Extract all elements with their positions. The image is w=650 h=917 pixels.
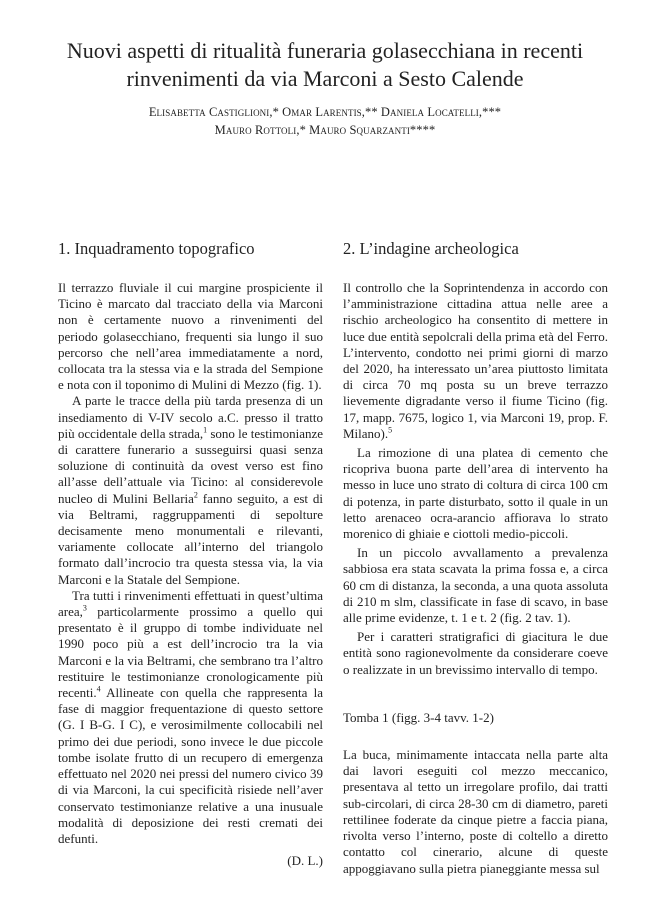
authors-line-1: Elisabetta Castiglioni,* Omar Larentis,** Daniela Locatelli,*** — [148, 105, 502, 119]
title-line-1: Nuovi aspetti di ritualità funeraria golasecchiana in recenti — [66, 38, 584, 63]
paragraph — [58, 393, 323, 587]
tomba-1-subheading: Tomba 1 (figg. 3-4 tavv. 1-2) — [343, 709, 494, 725]
authors-line-2: Mauro Rottoli,* Mauro Squarzanti**** — [214, 123, 436, 137]
paragraph: Per i caratteri stratigrafici di giacitura le due entità sono ragionevolmente da considerare coeve o realizzate in un brevissimo intervallo di tempo. — [343, 629, 608, 677]
paragraph: In un piccolo avvallamento a prevalenza sabbiosa era stata scavata la prima fossa e, a circa 60 cm di distanza, la seconda, a una quota assoluta di 210 m slm, classificate in fase di scavo, in base alle prime evidenze, t. 1 e t. 2 (fig. 2 tav. 1). — [343, 545, 608, 626]
text-run: Il controllo che la Soprintendenza in accordo con l’amministrazione cittadina attua nelle aree a rischio archeologico ha consentito di mettere in luce due entità sepolcrali della prima età del Ferro. L’intervento, condotto nei primi giorni di marzo del 2020, ha interessato un’area piuttosto limitata di circa 70 mq posta su un breve terrazzo lievemente digradante verso il fiume Ticino (fig. 17, mapp. 7675, logico 1, via Marconi 19, prop. F. Milano). — [343, 280, 608, 441]
footnote-ref[interactable]: 1 — [203, 425, 208, 435]
author-list — [40, 103, 610, 139]
paragraph — [343, 280, 608, 442]
title-line-2: rinvenimenti da via Marconi a Sesto Calende — [126, 66, 524, 91]
text-run: fanno seguito, a est di via Beltrami, raggruppamenti di sepolture decisamente meno monumentali e rilevanti, variamente collocate all’interno del triangolo formato dall’incrocio tra questa stessa via, la via Marconi e la Statale del Sempione. — [58, 490, 323, 587]
text-run: A parte le tracce della più tarda presenza di un insediamento di V-IV secolo a.C. presso il tratto più occidentale della strada, — [58, 393, 323, 441]
section-2-heading: 2. L’indagine archeologica — [343, 239, 519, 258]
text-run: Tra tutti i rinvenimenti effettuati in quest’ultima area, — [58, 587, 323, 620]
footnote-ref[interactable]: 3 — [82, 603, 87, 613]
author-signature: (D. L.) — [287, 853, 323, 869]
text-run: sono le testimonianze di carattere funerario a susseguirsi quasi senza soluzione di continuità da ovest verso est fino all’asse dell’attuale via Ticino: al considerevole nucleo di Mulini Bellaria — [58, 425, 323, 506]
footnote-ref[interactable]: 5 — [388, 425, 393, 435]
left-column — [58, 239, 323, 869]
right-column — [343, 239, 608, 877]
footnote-ref[interactable]: 4 — [96, 684, 101, 694]
paragraph: La buca, minimamente intaccata nella parte alta dai lavori eseguiti col mezzo meccanico, presentava al tetto un irregolare profilo, dai tratti sub-circolari, di circa 28-30 cm di diametro, pareti rettilinee foderate da cinque pietre a faccia piana, rivolta verso l’interno, poste di coltello a diretto contatto col cinerario, alcune di queste appoggiavano sulla pietra pianeggiante messa sul — [343, 747, 608, 876]
paragraph: Il terrazzo fluviale il cui margine prospiciente il Ticino è marcato dal tracciato della via Marconi non è certamente nuovo a rinvenimenti del periodo golasecchiano, frequenti sia lungo il suo percorso che nell’area immediatamente a nord, collocata tra la stessa via e la strada del Sempione e nota con il toponimo di Mulini di Mezzo (fig. 1). — [58, 280, 323, 393]
text-run: particolarmente prossimo a quello qui presentato è il gruppo di tombe individuate nel 1990 poco più a est dell’incrocio tra la via Marconi e la via Beltrami, che sembrano tra l’altro restituire le testimonianze cronologicamente più recenti. — [58, 604, 323, 701]
article-title — [40, 37, 610, 93]
text-run: Allineate con quella che rappresenta la fase di maggior frequentazione di questo settore (G. I B-G. I C), e verosimilmente collocabili nel primo dei due periodi, sono invece le due piccole tombe isolate frutto di un recupero di emergenza effettuato nel 2020 nei pressi del numero civico 39 di via Marconi, la cui specificità risiede nell’aver conservato testimonianze relative a una inusuale modalità di deposizione dei resti cremati dei defunti. — [58, 685, 323, 846]
section-1-heading: 1. Inquadramento topografico — [58, 239, 255, 258]
footnote-ref[interactable]: 2 — [193, 490, 198, 500]
paragraph — [58, 588, 323, 847]
paragraph: La rimozione di una platea di cemento che ricopriva buona parte dell’area di intervento ha messo in luce uno strato di coltura di circa 100 cm di potenza, in parte disturbato, sotto il quale in un letto arenaceo ocra-arancio affiorava lo strato morenico di ghiaie e ciottoli medio-piccoli. — [343, 445, 608, 542]
